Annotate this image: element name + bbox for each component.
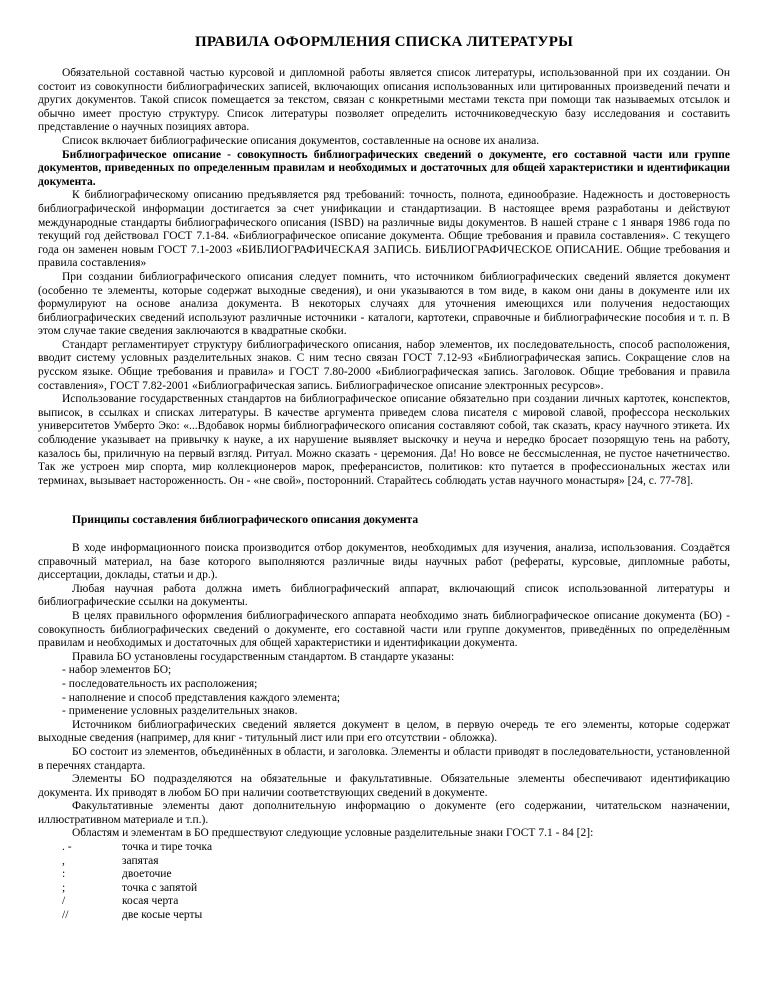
list-item: - наполнение и способ представления каждого элемента; [62,691,341,704]
separator-description: косая черта [122,895,179,908]
separator-row [38,909,730,923]
separator-list [38,841,730,923]
separator-symbol: // [62,909,69,922]
separator-row [38,841,730,855]
intro-paragraph: Обязательной составной частью курсовой и дипломной работы является список литературы, использованной при их создании. Он состоит из совокупности библиографических записей, включающих описания использованных или цитированных произведений печати и других документов. Такой список помещается за текстом, связан с конкретными местами текста при помощи так называемых отсылок и обычно имеет простую структуру. Список литературы позволяет определить источниковедческую базу исследования и составить представление о научных позициях автора. [38,67,730,134]
separator-description: двоеточие [122,868,172,881]
section-paragraph: В ходе информационного поиска производится отбор документов, необходимых для изучения, анализа, использования. Создаётся справочный материал, на базе которого выполняются различные виды научных работ (рефераты, курсовые, дипломные работы, диссертации, доклады, статьи и др.). [38,542,730,582]
section-heading: Принципы составления библиографического описания документа [72,514,419,527]
closing-paragraph: Источником библиографических сведений является документ в целом, в первую очередь те его элементы, которые содержат выходные сведения (например, для книг - титульный лист или при его отсутствии - обложка). [38,718,730,745]
closing-paragraph: Областям и элементам в БО предшествуют следующие условные разделительные знаки ГОСТ 7.1 - 84 [2]: [72,827,594,840]
separator-symbol: / [62,895,66,908]
body-paragraph: При создании библиографического описания следует помнить, что источником библиографических сведений является документ (особенно те элементы, которые содержат выходные сведения), и они указываются в том виде, в каком они даны в документе или их формулируют на основе анализа документа. В некоторых случаях для уточнения имеющихся или получения недостающих библиографических сведений используют различные источники - каталоги, картотеки, справочные и библиографические пособия и т. п. В этом случае такие сведения заключаются в квадратные скобки. [38,270,730,338]
closing-paragraph: Элементы БО подразделяются на обязательные и факультативные. Обязательные элементы обеспечивают идентификацию документа. Их приводят в любом БО при наличии соответствующих сведений в документе. [38,773,730,799]
separator-row [38,882,730,896]
section-paragraph: В целях правильного оформления библиографического аппарата необходимо знать библиографическое описание документа (БО) - совокупность библиографических сведений о документе, его составной части или группе документов, приведённых по определённым правилам и необходимых и достаточных для общей характеристики и идентификации документа. [38,609,730,650]
separator-symbol: : [62,868,66,881]
separator-description: запятая [122,854,159,867]
section-paragraph: Любая научная работа должна иметь библиографический аппарат, включающий список использованной литературы и библиографические ссылки на документы. [38,582,730,609]
intro-paragraph: Список включает библиографические описания документов, составленные на основе их анализа. [62,134,540,147]
closing-paragraph: БО состоит из элементов, объединённых в области, и заголовка. Элементы и области приводят в последовательности, установленной в перечнях стандарта. [38,745,730,772]
closing-paragraph: Факультативные элементы дают дополнительную информацию о документе (его содержании, читательском назначении, иллюстративном материале и т.п.). [38,800,730,826]
body-paragraph: Использование государственных стандартов на библиографическое описание обязательно при создании личных картотек, конспектов, выписок, в ссылках и списках литературы. В качестве аргумента приведем слова писателя с мировой славой, профессора нескольких университетов Умберто Эко: «...Вдобавок нормы библиографического описания составляют собой, так сказать, красу научного этикета. Их соблюдение указывает на привычку к науке, а их нарушение выявляет выскочку и неуча и нередко бросает позорящую тень на работу, казалось бы, приличную на первый взгляд. Ритуал. Можно сказать - церемония. Да! Но вовсе не бессмысленная, не пустое начетничество. Так же устроен мир спорта, мир коллекционеров марок, преферансистов, политиков: кто путается в профессиональных жестах или терминах, вызывает настороженность. Он - «не свой», посторонний. Старайтесь соблюдать устав научного монастыря» [24, с. 77-78]. [38,393,730,487]
section-paragraph: Правила БО установлены государственным стандартом. В стандарте указаны: [72,650,455,663]
separator-row [38,855,730,869]
list-item: - набор элементов БО; [62,664,172,677]
separator-row [38,895,730,909]
separator-symbol: . - [62,841,72,854]
separator-description: две косые черты [122,909,203,922]
list-item: - последовательность их расположения; [62,677,258,690]
separator-description: точка с запятой [122,881,198,894]
separator-description: точка и тире точка [122,841,213,854]
definition-paragraph: Библиографическое описание - совокупность библиографических сведений о документе, его составной части или группе документов, приведенных по определенным правилам и необходимых и достаточных для общей характеристики и идентификации документа. [38,148,730,188]
document-title: ПРАВИЛА ОФОРМЛЕНИЯ СПИСКА ЛИТЕРАТУРЫ [194,34,574,50]
separator-symbol: , [62,854,65,867]
list-item: - применение условных разделительных знаков. [62,705,298,718]
separator-row [38,868,730,882]
separator-symbol: ; [62,881,66,894]
body-paragraph: К библиографическому описанию предъявляется ряд требований: точность, полнота, единообразие. Надежность и достоверность библиографической информации достигается за счет унификации и стандартизации. В настоящее время разработаны и действуют международные стандарты библиографического описания (ISBD) на различные виды документов. В нашей стране с 1 января 1986 года по текущий год действовал ГОСТ 7.1-84. «Библиографическое описание документа. Общие требования и правила составления». С текущего года он заменен новым ГОСТ 7.1-2003 «БИБЛИОГРАФИЧЕСКАЯ ЗАПИСЬ. БИБЛИОГРАФИЧЕСКОЕ ОПИСАНИЕ. Общие требования и правила составления» [38,189,730,270]
body-paragraph: Стандарт регламентирует структуру библиографического описания, набор элементов, их последовательность, способ расположения, вводит систему условных разделительных знаков. С ним тесно связан ГОСТ 7.12-93 «Библиографическая запись. Сокращение слов на русском языке. Общие требования и правила» и ГОСТ 7.80-2000 «Библиографическая запись. Заголовок. Общие требования и правила составления», ГОСТ 7.82-2001 «Библиографическая запись. Библиографическое описание электронных ресурсов». [38,338,730,392]
